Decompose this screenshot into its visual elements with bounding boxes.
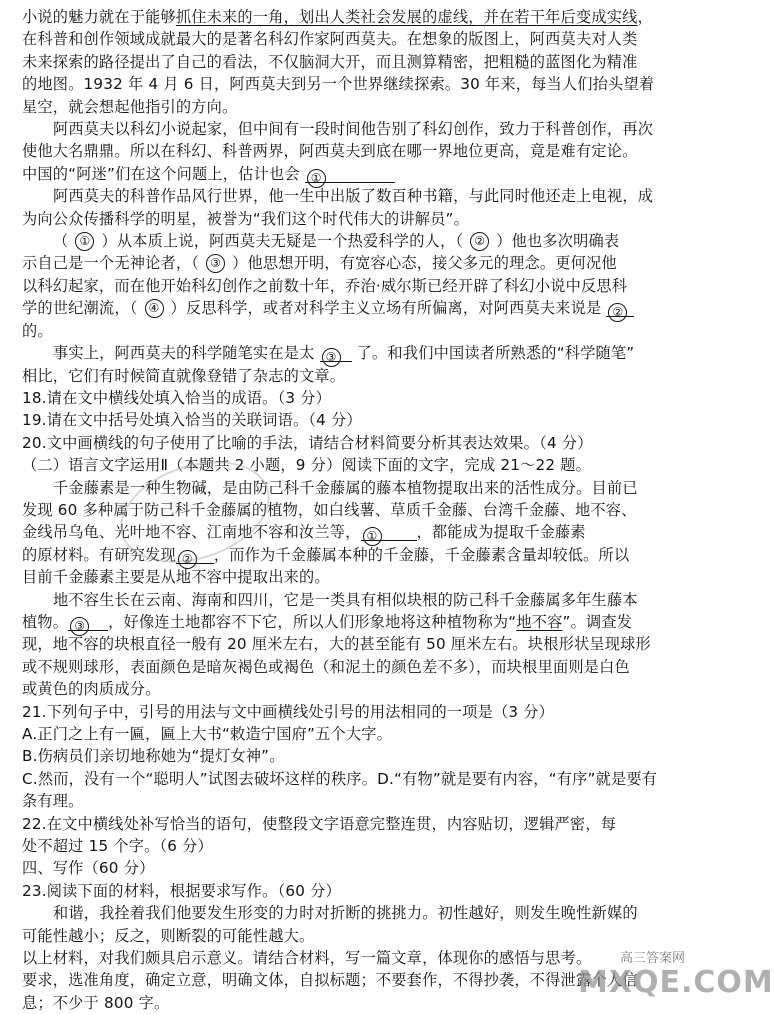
text-line [22, 140, 684, 162]
text-run: 以科幻起家，而在他开始科幻创作之前数十年，乔治·威尔斯已经开辟了科幻小说中反思科 [22, 276, 628, 295]
text-line [22, 185, 684, 207]
text-run: ）反思科学，或者对科学主义立场有所偏离，对阿西莫夫来说是 [165, 299, 607, 318]
text-run: 可能性越小；反之，则断裂的可能性越大。 [22, 926, 315, 945]
text-run: 地不容生长在云南、海南和四川，它是一类具有相似块根的防己科千金藤属多年生藤本 [53, 590, 638, 609]
text-run: 相比，它们有时候简直就像登错了杂志的文章。 [22, 366, 346, 385]
text-line [22, 745, 684, 767]
text-run: 使他大名鼎鼎。所以在科幻、科普两界，阿西莫夫到底在哪一界地位更高，竟是难有定论。 [22, 142, 638, 161]
fill-in-blank [68, 614, 108, 631]
text-line [22, 230, 684, 252]
text-line [22, 566, 684, 588]
text-run: 和谐，我拴着我们他要发生形变的力时对折断的挑挑力。初性越好，则发生晚性新媒的 [53, 904, 638, 923]
text-line [22, 880, 684, 902]
text-line [22, 208, 684, 230]
circled-number: ① [363, 527, 382, 546]
text-line [22, 275, 684, 297]
text-line [22, 813, 684, 835]
text-line [22, 409, 684, 431]
text-run: 以上材料，对我们颇具启示意义。请结合材料，写一篇文章，体现你的感悟与思考。 [22, 949, 592, 968]
text-run: 20.文中画横线的句子使用了比喻的手法，请结合材料简要分析其表达效果。（4 分） [22, 433, 593, 452]
text-run: 发现 60 多种属于防己科千金藤属的植物，如白线薯、草质千金藤、台湾千金藤、地不容、 [22, 500, 637, 519]
text-run: 的原材料。有研究发现 [22, 545, 176, 564]
text-run: 小说的魅力就在于能够 [22, 8, 176, 26]
text-run: 了。和我们中国读者所熟悉的“科学随笔” [351, 344, 635, 363]
circled-number: ③ [206, 254, 225, 273]
text-line [22, 163, 684, 185]
text-run: 学的世纪潮流，（ [22, 299, 143, 318]
text-line [22, 857, 684, 879]
text-run: ，而作为千金藤属本种的千金藤，千金藤素含量却较低。所以 [213, 545, 630, 564]
text-run: 千金藤素是一种生物碱，是由防己科千金藤属的藤本植物提取出来的活性成分。目前已 [53, 478, 638, 497]
text-run: ，好像连土地都容不下它，所以人们形象地将这种植物称为“ [108, 612, 517, 631]
circled-number: ③ [322, 348, 341, 367]
text-line [22, 701, 684, 723]
text-run: B.伤病员们亲切地称她为“提灯女神”。 [22, 747, 285, 766]
underlined-text: 地不容 [516, 612, 563, 631]
fill-in-blank [361, 524, 417, 544]
text-run: 或黄色的肉质成分。 [22, 680, 161, 699]
text-run: 处不超过 15 个字。（6 分） [22, 837, 213, 856]
text-line [22, 118, 684, 140]
text-run: 的地图。1932 年 4 月 6 日，阿西莫夫到另一个世界继续探索。30 年来，每当人们抬头望着 [22, 75, 655, 94]
circled-number: ② [178, 550, 197, 569]
text-line [22, 342, 684, 364]
circled-number: ④ [145, 299, 164, 318]
text-run: 或不规则球形，表面颜色是暗灰褐色或褐色（和泥土的颜色差不多），而块根里面则是白色 [22, 657, 630, 676]
text-line [22, 365, 684, 387]
text-run: 的。 [22, 321, 53, 340]
circled-number: ① [307, 169, 326, 188]
text-run: 19.请在文中括号处填入恰当的关联词语。（4 分） [22, 411, 362, 430]
text-run: ）从本质上说，阿西莫夫无疑是一个热爱科学的人，（ [96, 232, 469, 251]
text-run: 息；不少于 800 字。 [22, 993, 170, 1012]
text-run: A.正门之上有一匾，匾上大书“敕造宁国府”五个大字。 [22, 725, 393, 743]
exam-document [22, 6, 684, 1014]
circled-number: ① [75, 232, 94, 251]
text-run: ）他也多次明确表 [491, 232, 620, 251]
text-line [22, 477, 684, 499]
text-line [22, 768, 684, 790]
text-line [22, 633, 684, 655]
text-run: 示自己是一个无神论者，（ [22, 254, 205, 273]
text-line [22, 51, 684, 73]
text-run: ）他思想开明，有宽容心态，接父多元的理念。更何况他 [227, 254, 617, 273]
text-line [22, 902, 684, 924]
text-line [22, 73, 684, 95]
text-run: ， [637, 8, 653, 26]
text-run: 未来探索的路径提出了自己的看法，不仅脑洞大开，而且测算精密，把粗糙的蓝图化为精准 [22, 52, 638, 71]
text-run: 为向公众传播科学的明星，被誉为“我们这个时代伟大的讲解员”。 [22, 209, 469, 228]
text-run: （二）语言文字运用Ⅱ（本题共 2 小题，9 分）阅读下面的文字，完成 21～22 题。 [22, 456, 592, 475]
underlined-text: 抓住未来的一角，划出人类社会发展的虚线，并在若干年后变成实线 [175, 8, 638, 26]
text-run: 阿西莫夫的科普作品风行世界，他一生中出版了数百种书籍，与此同时他还走上电视，成 [53, 187, 654, 206]
watermark-site-text: MXQE.COM [578, 965, 774, 1000]
circled-number: ③ [70, 617, 89, 636]
text-line [22, 96, 684, 118]
text-line [22, 297, 684, 319]
text-line [22, 589, 684, 611]
text-run: C.然而，没有一个“聪明人”试图去破坏这样的秩序。D.“有物”就是要有内容，“有序”就是要有 [22, 769, 658, 788]
text-line [22, 925, 684, 947]
text-line [22, 28, 684, 50]
text-run: 金线吊乌龟、光叶地不容、江南地不容和汝兰等， [22, 523, 361, 542]
text-run: 阿西莫夫以科幻小说起家，但中间有一段时间他告别了科幻创作，致力于科普创作，再次 [53, 120, 654, 139]
text-run: 21.下列句子中，引号的用法与文中画横线处引号的用法相同的一项是（3 分） [22, 702, 555, 721]
text-run: ，都能成为提取千金藤素 [416, 523, 586, 542]
fill-in-blank [320, 345, 352, 365]
watermark-logo-text: 高三答案网 [620, 951, 686, 966]
text-run: 要求，选准角度，确定立意，明确文体，自拟标题；不要套作，不得抄袭，不得泄露个人信 [22, 971, 638, 990]
text-line [22, 454, 684, 476]
text-line [22, 432, 684, 454]
text-run: 条有理。 [22, 792, 84, 811]
text-line [22, 835, 684, 857]
watermark [500, 945, 774, 1001]
text-line [22, 252, 684, 274]
text-line [22, 611, 684, 633]
text-line [22, 6, 684, 28]
text-run: ”。调查发 [562, 612, 633, 631]
text-run: 23.阅读下面的材料，根据要求写作。（60 分） [22, 881, 341, 900]
text-run: 中国的“阿迷”们在这个问题上，估计也会 [22, 164, 305, 183]
text-line [22, 678, 684, 700]
circled-number: ② [470, 232, 489, 251]
circled-number: ② [608, 303, 627, 322]
text-line [22, 387, 684, 409]
text-run: 22.在文中横线处补写恰当的语句，使整段文字语意完整连贯，内容贴切，逻辑严密，每 [22, 814, 617, 833]
text-run: 星空，就会想起他指引的方向。 [22, 97, 238, 116]
text-run: （ [53, 232, 74, 251]
text-run: 植物。 [22, 612, 69, 631]
text-run: 目前千金藤素主要是从地不容中提取出来的。 [22, 568, 330, 587]
text-line [22, 320, 684, 342]
text-run: 四、写作（60 分） [22, 859, 155, 878]
text-line [22, 544, 684, 566]
text-run: 事实上，阿西莫夫的科学随笔实在是太 [53, 344, 320, 363]
text-run: 在科普和创作领域成就最大的是著名科幻作家阿西莫夫。在想象的版图上，阿西莫夫对人类 [22, 30, 638, 49]
text-line [22, 723, 684, 745]
text-line [22, 656, 684, 678]
text-run: 现，地不容的块根直径一般有 20 厘米左右，大的甚至能有 50 厘米左右。块根形状呈现球形 [22, 635, 651, 654]
fill-in-blank [606, 300, 634, 320]
text-run: 18.请在文中横线处填入恰当的成语。（3 分） [22, 388, 332, 407]
fill-in-blank [305, 166, 395, 183]
text-line [22, 790, 684, 812]
